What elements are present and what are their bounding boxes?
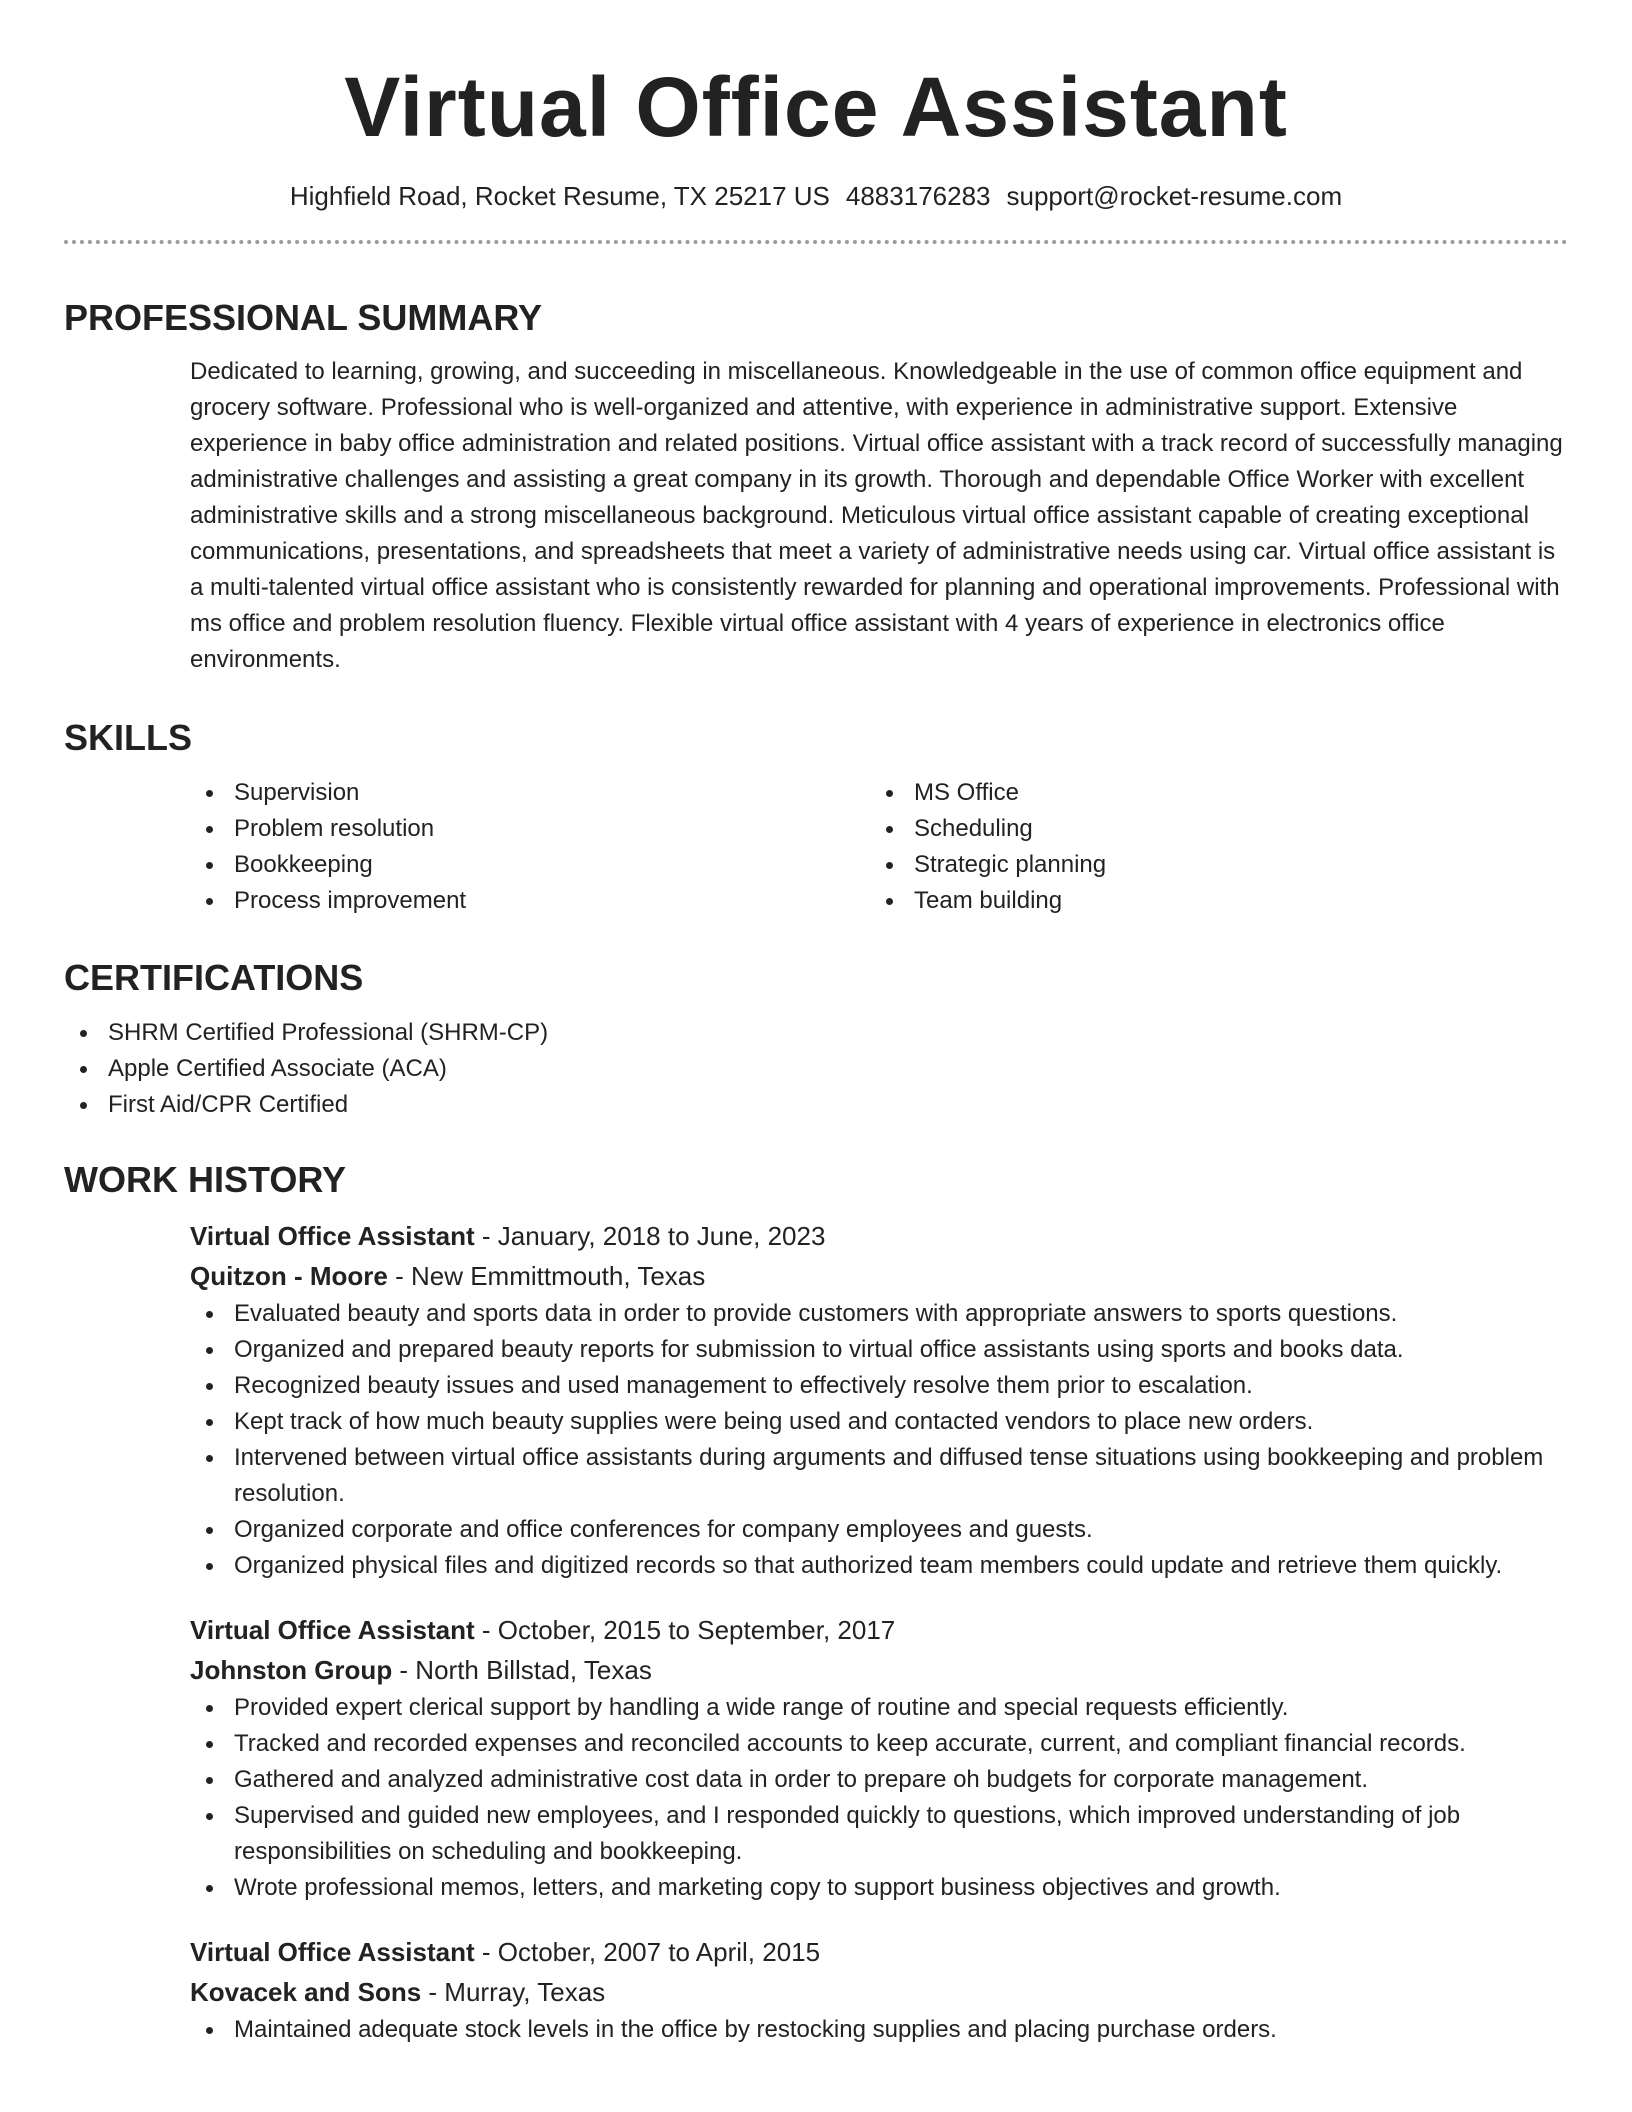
contact-email: support@rocket-resume.com <box>1006 181 1343 211</box>
job-bullet: Recognized beauty issues and used management to effectively resolve them prior to escalation. <box>190 1368 1568 1404</box>
job-role: Virtual Office Assistant <box>190 1937 475 1967</box>
summary-text: Dedicated to learning, growing, and succeeding in miscellaneous. Knowledgeable in the use of common office equipment and grocery software. Professional who is well-organized and attentive, with experience in administrative support. Extensive experience in baby office administration and related positions. Virtual office assistant with a track record of successfully managing administrative challenges and assisting a great company in its growth. Thorough and dependable Office Worker with excellent administrative skills and a strong miscellaneous background. Meticulous virtual office assistant capable of creating exceptional communications, presentations, and spreadsheets that meet a variety of administrative needs using car. Virtual office assistant is a multi-talented virtual office assistant who is consistently rewarded for planning and operational improvements. Professional with ms office and problem resolution fluency. Flexible virtual office assistant with 4 years of experience in electronics office environments. <box>190 358 1563 673</box>
job-bullets <box>190 2012 1568 2048</box>
job-company-line <box>190 1256 1568 1296</box>
job-bullet: Tracked and recorded expenses and reconciled accounts to keep accurate, current, and compliant financial records. <box>190 1726 1568 1762</box>
certification-item: First Aid/CPR Certified <box>64 1087 1568 1123</box>
job-bullets <box>190 1690 1568 1906</box>
job-entry <box>190 1610 1568 1906</box>
skill-item: Bookkeeping <box>190 847 870 883</box>
job-title-line <box>190 1610 1568 1650</box>
skill-item: Problem resolution <box>190 811 870 847</box>
job-bullet: Kept track of how much beauty supplies were being used and contacted vendors to place new orders. <box>190 1404 1568 1440</box>
summary-title: PROFESSIONAL SUMMARY <box>64 297 543 338</box>
job-bullet: Evaluated beauty and sports data in order to provide customers with appropriate answers to sports questions. <box>190 1296 1568 1332</box>
job-title-line <box>190 1932 1568 1972</box>
job-role: Virtual Office Assistant <box>190 1221 475 1251</box>
contact-line <box>64 180 1568 212</box>
job-bullets <box>190 1296 1568 1584</box>
job-company: Quitzon - Moore <box>190 1261 388 1291</box>
certification-item: Apple Certified Associate (ACA) <box>64 1051 1568 1087</box>
job-bullet: Wrote professional memos, letters, and marketing copy to support business objectives and growth. <box>190 1870 1568 1906</box>
contact-phone: 4883176283 <box>845 181 991 211</box>
job-bullet: Gathered and analyzed administrative cost data in order to prepare oh budgets for corporate management. <box>190 1762 1568 1798</box>
certifications-title: CERTIFICATIONS <box>64 957 364 998</box>
job-bullet: Organized and prepared beauty reports for submission to virtual office assistants using sports and books data. <box>190 1332 1568 1368</box>
job-dates: - October, 2007 to April, 2015 <box>474 1937 821 1967</box>
skills-grid <box>190 775 1568 919</box>
job-location: - Murray, Texas <box>421 1977 606 2007</box>
job-company: Kovacek and Sons <box>190 1977 422 2007</box>
job-entry <box>190 1932 1568 2048</box>
job-role: Virtual Office Assistant <box>190 1615 475 1645</box>
certifications-section <box>64 956 1568 1123</box>
resume-page <box>64 0 1568 2043</box>
job-title-line <box>190 1216 1568 1256</box>
job-company-line <box>190 1650 1568 1690</box>
skill-item: Scheduling <box>870 811 1550 847</box>
job-company-line <box>190 1972 1568 2012</box>
skill-item: Team building <box>870 883 1550 919</box>
job-bullet: Maintained adequate stock levels in the office by restocking supplies and placing purchase orders. <box>190 2012 1568 2048</box>
skills-list-right <box>870 775 1550 919</box>
job-company: Johnston Group <box>190 1655 393 1685</box>
work-history-title: WORK HISTORY <box>64 1159 347 1200</box>
skill-item: Process improvement <box>190 883 870 919</box>
job-bullet: Intervened between virtual office assistants during arguments and diffused tense situations using bookkeeping and problem resolution. <box>190 1440 1568 1512</box>
skill-item: MS Office <box>870 775 1550 811</box>
skill-item: Strategic planning <box>870 847 1550 883</box>
skill-item: Supervision <box>190 775 870 811</box>
job-bullet: Supervised and guided new employees, and I responded quickly to questions, which improved understanding of job responsibilities on scheduling and bookkeeping. <box>190 1798 1568 1870</box>
job-bullet: Organized physical files and digitized records so that authorized team members could update and retrieve them quickly. <box>190 1548 1568 1584</box>
job-dates: - January, 2018 to June, 2023 <box>474 1221 826 1251</box>
work-history-section <box>64 1158 1568 2048</box>
job-location: - North Billstad, Texas <box>392 1655 652 1685</box>
certification-item: SHRM Certified Professional (SHRM-CP) <box>64 1015 1568 1051</box>
job-entry <box>190 1216 1568 1584</box>
job-dates: - October, 2015 to September, 2017 <box>474 1615 896 1645</box>
contact-address: Highfield Road, Rocket Resume, TX 25217 US <box>289 181 830 211</box>
skills-section <box>64 716 1568 919</box>
job-location: - New Emmittmouth, Texas <box>387 1261 706 1291</box>
skills-title: SKILLS <box>64 717 193 758</box>
certifications-list <box>64 1015 1568 1123</box>
resume-name: Virtual Office Assistant <box>344 60 1288 154</box>
job-bullet: Provided expert clerical support by handling a wide range of routine and special requests efficiently. <box>190 1690 1568 1726</box>
summary-section <box>64 296 1568 678</box>
job-bullet: Organized corporate and office conferences for company employees and guests. <box>190 1512 1568 1548</box>
header-divider <box>64 240 1568 244</box>
skills-list-left <box>190 775 870 919</box>
